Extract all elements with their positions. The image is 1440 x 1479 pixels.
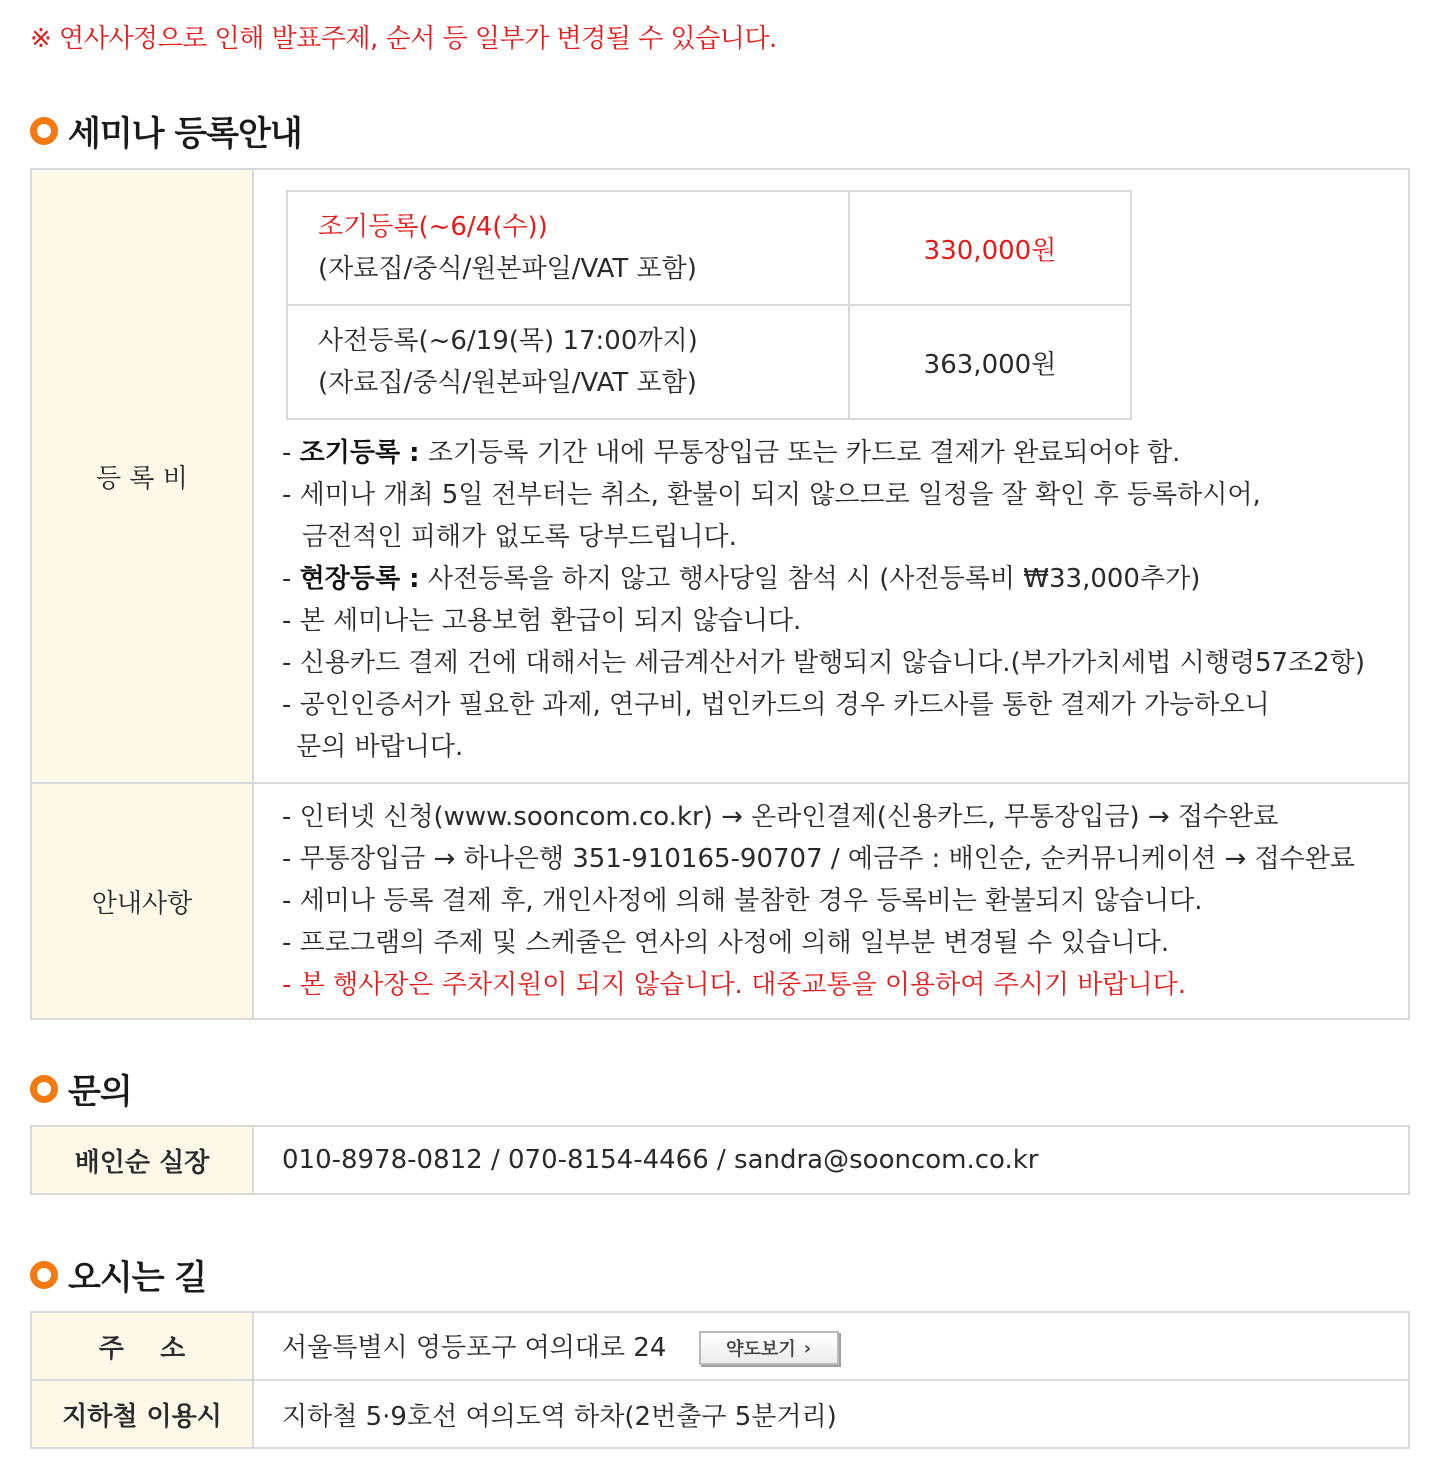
guide-label: 안내사항: [31, 783, 253, 1019]
note-onsite: - 현장등록 : 사전등록을 하지 않고 행사당일 참석 시 (사전등록비 ₩33,000추가): [282, 564, 1201, 594]
change-notice: ※ 연사사정으로 인해 발표주제, 순서 등 일부가 변경될 수 있습니다.: [30, 24, 777, 54]
directions-table: [30, 1311, 1410, 1449]
section-title-directions: [30, 1250, 206, 1299]
fee-row-early: [287, 191, 1131, 305]
note-insurance: - 본 세미나는 고용보험 환급이 되지 않습니다.: [282, 606, 802, 636]
guide-item: - 세미나 등록 결제 후, 개인사정에 의해 불참한 경우 등록비는 환불되지 않습니다.: [282, 886, 1203, 916]
fee-detail: (자료집/중식/원본파일/VAT 포함): [318, 254, 697, 284]
note-tax-invoice: - 신용카드 결제 건에 대해서는 세금계산서가 발행되지 않습니다.(부가가치세법 시행령57조2항): [282, 648, 1365, 678]
note-certificate-cont: 문의 바랍니다.: [296, 732, 464, 762]
section-title-registration: [30, 106, 302, 155]
fee-name: 사전등록(~6/19(목) 17:00까지): [318, 326, 698, 356]
registration-table: [30, 168, 1410, 1020]
contact-title: 문의: [68, 1072, 132, 1112]
address-cell: [253, 1312, 1409, 1380]
note-refund: - 세미나 개최 5일 전부터는 취소, 환불이 되지 않으므로 일정을 잘 확인 후 등록하시어,: [282, 480, 1261, 510]
contact-table: [30, 1125, 1410, 1195]
subway-value: 지하철 5·9호선 여의도역 하차(2번출구 5분거리): [253, 1380, 1409, 1448]
fee-notes: [282, 432, 1408, 768]
guide-item: - 프로그램의 주제 및 스케줄은 연사의 사정에 의해 일부분 변경될 수 있습니다.: [282, 928, 1170, 958]
note-early: - 조기등록 : 조기등록 기간 내에 무통장입금 또는 카드로 결제가 완료되어야 함.: [282, 438, 1181, 468]
fee-price: 363,000원: [849, 305, 1131, 419]
section-title-contact: [30, 1064, 132, 1113]
note-certificate: - 공인인증서가 필요한 과제, 연구비, 법인카드의 경우 카드사를 통한 결제가 가능하오니: [282, 690, 1270, 720]
fee-detail: (자료집/중식/원본파일/VAT 포함): [318, 368, 697, 398]
fee-name: 조기등록(~6/4(수)): [318, 212, 548, 242]
map-view-label: 약도보기: [726, 1339, 796, 1361]
directions-title: 오시는 길: [68, 1258, 207, 1298]
guide-item: - 인터넷 신청(www.sooncom.co.kr) → 온라인결제(신용카드, 무통장입금) → 접수완료: [282, 802, 1279, 832]
orange-bullet-icon: [30, 1075, 58, 1103]
fee-table: [286, 190, 1132, 420]
address-label: 주 소: [31, 1312, 253, 1380]
orange-bullet-icon: [30, 117, 58, 145]
guide-item-parking: - 본 행사장은 주차지원이 되지 않습니다. 대중교통을 이용하여 주시기 바랍니다.: [282, 970, 1187, 1000]
chevron-right-icon: ›: [803, 1337, 812, 1359]
guide-item: - 무통장입금 → 하나은행 351-910165-90707 / 예금주 : 배인순, 순커뮤니케이션 → 접수완료: [282, 844, 1356, 874]
guide-content: [253, 783, 1409, 1019]
registration-title: 세미나 등록안내: [68, 114, 302, 154]
fee-price: 330,000원: [849, 191, 1131, 305]
fee-label: 등 록 비: [31, 169, 253, 783]
fee-row-pre: [287, 305, 1131, 419]
orange-bullet-icon: [30, 1261, 58, 1289]
subway-label: 지하철 이용시: [31, 1380, 253, 1448]
address-value: 서울특별시 영등포구 여의대로 24: [282, 1332, 667, 1363]
map-view-button[interactable]: [699, 1331, 839, 1365]
guide-list: [282, 796, 1408, 1006]
contact-value: 010-8978-0812 / 070-8154-4466 / sandra@sooncom.co.kr: [253, 1126, 1409, 1194]
fee-content: [253, 169, 1409, 783]
note-refund-cont: 금전적인 피해가 없도록 당부드립니다.: [302, 522, 737, 552]
contact-label: 배인순 실장: [31, 1126, 253, 1194]
